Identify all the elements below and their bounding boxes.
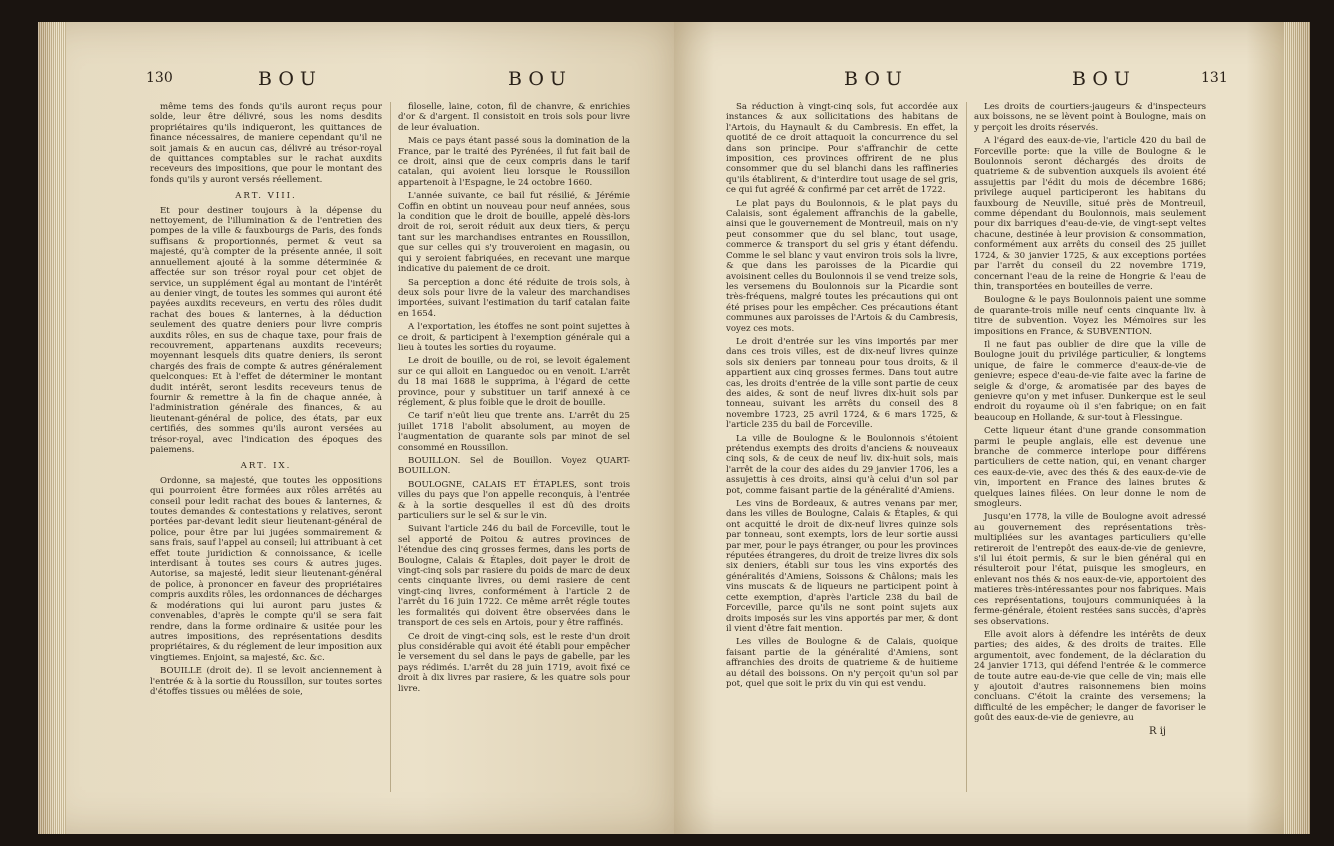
paragraph: Le plat pays du Boulonnois, & le plat pays du Calaisis, sont également affranchis de la gabelle, ainsi que le gouvernement de Montreuil, mais on n'y peut consommer que du sel blanc, tout usage, commerce & transport du sel gris y étant défendu. Comme le sel blanc y vaut environ trois sols la livre, & que dans les paroisses de la Picardie qui avoisinent celles du Boulonnois il se vend treize sols, les versemens du Boulonnois sur la Picardie sont très-fréquens, malgré toutes les précautions qui ont été prises pour les empêcher. Ces précautions étant communes aux paroisses de l'Artois & du Cambresis, voyez ces mots. — [726, 198, 958, 334]
paragraph: Sa réduction à vingt-cinq sols, fut accordée aux instances & aux sollicitations des habitans de l'Artois, du Haynault & du Cambresis. En effet, la quotité de ce droit attaquoit la concurrence du sel dans son principe. Pour s'affranchir de cette imposition, ces provinces offrirent de ne plus consommer que du sel blanchi dans les raffineries qu'ils établirent, & d'interdire tout usage de sel gris, ce qui fut agréé & confirmé par cet arrêt de 1722. — [726, 102, 958, 196]
paragraph: Suivant l'article 246 du bail de Forceville, tout le sel apporté de Poitou & autres provinces de l'étendue des cinq grosses fermes, dans les ports de Boulogne, Calais & Étaples, doit payer le droit de vingt-cinq sols par rasiere du poids de marc de deux cents cinquante livres, ou demi rasiere de cent vingt-cinq livres, conformément à l'article 2 de l'arrêt du 16 juin 1722. Ce même arrêt régle toutes les formalités qui doivent être observées dans le transport de ces sels en Artois, pour y être raffinés. — [398, 524, 630, 629]
right-page — [674, 22, 1310, 834]
paragraph: Boulogne & le pays Boulonnois paient une somme de quarante-trois mille neuf cents cinquante liv. à titre de subvention. Voyez les Mémoires sur les impositions en France, & SUBVENTION. — [974, 295, 1206, 337]
paragraph: A l'exportation, les étoffes ne sont point sujettes à ce droit, & participent à l'exemption générale qui a lieu à toutes les sorties du royaume. — [398, 322, 630, 353]
page-edges-right — [1284, 22, 1310, 834]
paragraph: Ce droit de vingt-cinq sols, est le reste d'un droit plus considérable qui avoit été établi pour empêcher le versement du sel dans le pays de gabelle, par les pays rédimés. L'arrêt du 28 juin 1719, avoit fixé ce droit à dix livres par rasiere, & les quatre sols pour livre. — [398, 631, 630, 694]
right-page-column-2 — [974, 102, 1206, 802]
paragraph: Ordonne, sa majesté, que toutes les oppositions qui pourroient être formées aux rôles arrêtés au conseil pour ledit rachat des boues & lanternes, & toutes demandes & contestations y relatives, seront portées par-devant ledit sieur lieutenant-général de police, pour être par lui jugées sommairement & sans frais, sauf l'appel au conseil; lui attribuant à cet effet toute juridiction & connoissance, & icelle interdisant à toutes ses cours & autres juges. Autorise, sa majesté, ledit sieur lieutenant-général de police, à prononcer en faveur des propriétaires compris auxdits rôles, les ordonnances de décharges & modérations qui lui auront paru justes & convenables, d'après le compte qu'il se sera fait rendre, dans la forme ordinaire & usitée pour les autres impositions, des représentations desdits propriétaires, & du réglement de leur imposition aux vingtiemes. Enjoint, sa majesté, &c. &c. — [150, 475, 382, 663]
right-page-column-1 — [726, 102, 958, 802]
running-head-right-1: BOU — [844, 68, 908, 90]
paragraph: BOULOGNE, CALAIS ET ÉTAPLES, sont trois villes du pays que l'on appelle reconquis, à l'entrée & à la sortie desquelles il est dû des droits particuliers sur le sel & sur le vin. — [398, 479, 630, 522]
left-page — [38, 22, 676, 834]
paragraph: Mais ce pays étant passé sous la domination de la France, par le traité des Pyrénées, il fut fait bail de ce droit, ainsi que de ceux compris dans le tarif catalan, qui avoient lieu lorsque le Roussillon appartenoit à l'Espagne, le 24 octobre 1660. — [398, 136, 630, 188]
article-heading: ART. VIII. — [235, 191, 297, 202]
paragraph: Les villes de Boulogne & de Calais, quoique faisant partie de la généralité d'Amiens, sont affranchies des droits de quatrieme & de huitieme au détail des boissons. On n'y perçoit qu'un sol par pot, quel que soit le prix du vin qui est vendu. — [726, 637, 958, 689]
paragraph: L'année suivante, ce bail fut résilié, & Jérémie Coffin en obtint un nouveau pour neuf années, sous la condition que le droit de bouille, appelé dès-lors droit de roi, seroit réduit aux deux tiers, & perçu tant sur les marchandises entrantes en Roussillon, que sur celles qui s'y trouveroient en magasin, ou qui y seroient fabriquées, en recevant une marque indicative du paiement de ce droit. — [398, 191, 630, 275]
paragraph: Les vins de Bordeaux, & autres venans par mer, dans les villes de Boulogne, Calais & Étaples, & qui ont acquitté le droit de dix-neuf livres quinze sols par tonneau, sont exempts, lors de leur sortie aussi par mer, pour le pays étranger, ou pour les provinces réputées étrangeres, du droit de treize livres dix sols six deniers, établi sur tous les vins exportés des généralités d'Amiens, Soissons & Châlons; mais les vins muscats & de liqueurs ne participent point à cette exemption, d'après l'article 238 du bail de Forceville, parce qu'ils ne sont point sujets aux droits imposés sur les vins apportés par mer, & dont il vient d'être fait mention. — [726, 499, 958, 634]
paragraph: Le droit d'entrée sur les vins importés par mer dans ces trois villes, est de dix-neuf livres quinze sols six deniers par tonneau pour tous droits, & il appartient aux cinq grosses fermes. Dans tout autre cas, les droits d'entrée de la ville sont partie de ceux des aides, & sont de neuf livres dix-huit sols par tonneau, suivant les arrêts du conseil des 8 novembre 1723, 25 avril 1724, & 6 mars 1725, & l'article 235 du bail de Forceville. — [726, 336, 958, 431]
left-page-column-2 — [398, 102, 630, 802]
paragraph: Il ne faut pas oublier de dire que la ville de Boulogne jouit du privilége particulier, & longtems unique, de faire le commerce d'eaux-de-vie de genievre; espece d'eau-de-vie faite avec la farine de seigle & d'orge, & aromatisée par des bayes de genievre qu'on y met infuser. Dunkerque est le seul endroit du royaume où il s'en fabrique; on en fait beaucoup en Hollande, & sur-tout à Flessingue. — [974, 339, 1206, 423]
signature-mark: R ij — [1148, 725, 1166, 737]
paragraph: Cette liqueur étant d'une grande consommation parmi le peuple anglais, elle est devenue une branche de commerce interlope pour différens particuliers de cette nation, qui, en venant charger ces eaux-de-vie, avec des thés & des eaux-de-vie de vin, importent en France des laines brutes & quelques laines filées. On leur donne le nom de smogleurs. — [974, 426, 1206, 510]
paragraph: A l'égard des eaux-de-vie, l'article 420 du bail de Forceville porte: que la ville de Boulogne & le Boulonnois seront déchargés des droits de quatrieme & de subvention auxquels ils avoient été assujettis par l'édit du mois de décembre 1686; privilege auquel participeront les habitans du fauxbourg de Neuville, situé près de Montreuil, comme dépendant du Boulonnois, mais seulement pour dix barriques d'eau-de-vie, de vingt-sept veltes chacune, destinée à leur provision & consommation, conformément aux arrêts du conseil des 25 juillet 1724, & 30 janvier 1725, & aux exceptions portées par l'arrêt du conseil du 22 novembre 1719, concernant l'eau de la reine de Hongrie & l'eau de thin, transportées en bouteilles de verre. — [974, 136, 1206, 292]
page-number-right: 131 — [1201, 70, 1228, 86]
paragraph: filoselle, laine, coton, fil de chanvre, & enrichies d'or & d'argent. Il consistoit en trois sols pour livre de leur évaluation. — [398, 102, 630, 133]
paragraph: même tems des fonds qu'ils auront reçus pour solde, leur être délivré, sous les noms desdits propriétaires qu'ils indiqueront, les quittances de finance nécessaires, de maniere cependant qu'il ne soit jamais & en aucun cas, délivré au trésor-royal de quittances comptables sur le rachat auxdits receveurs des impositions, que pour le montant des fonds qu'ils y auront versés réellement. — [150, 102, 382, 185]
page-number-left: 130 — [146, 70, 173, 86]
paragraph: Et pour destiner toujours à la dépense du nettoyement, de l'illumination & de l'entretien des pompes de la ville & fauxbourgs de Paris, des fonds suffisans & proportionnés, permet & veut sa majesté, qu'à compter de la présente année, il soit annuellement ajouté à la somme déterminée & affectée sur son trésor royal pour cet objet de service, un supplément égal au montant de l'intérêt au denier vingt, de toutes les sommes qui auront été payées auxdits receveurs, en vertu des rôles dudit rachat des boues & lanternes, à la déduction seulement des quatre deniers pour livre compris auxdits rôles, en sus de chaque taxe, pour frais de recouvrement, appartenans auxdits receveurs; moyennant lesquels dits quatre deniers, ils seront chargés des frais de compte & autres généralement quelconques: Et à l'effet de déterminer le montant dudit intérêt, seront lesdits receveurs tenus de fournir & remettre à la fin de chaque année, à l'administration générale des finances, & au lieutenant-général de police, des états, par eux certifiés, des sommes qu'ils auront versées au trésor-royal, avec l'indication des époques des paiemens. — [150, 205, 382, 455]
paragraph: Sa perception a donc été réduite de trois sols, à deux sols pour livre de la valeur des marchandises importées, suivant l'estimation du tarif catalan faite en 1654. — [398, 277, 630, 319]
column-rule-left — [390, 102, 391, 792]
article-heading: ART. IX. — [240, 461, 292, 472]
page-edges-left — [38, 22, 66, 834]
book-spread — [38, 22, 1310, 834]
paragraph: Les droits de courtiers-jaugeurs & d'inspecteurs aux boissons, ne se lèvent point à Boulogne, mais on y perçoit les droits réservés. — [974, 102, 1206, 133]
paragraph: Ce tarif n'eût lieu que trente ans. L'arrêt du 25 juillet 1718 l'abolit absolument, au moyen de l'augmentation de quarante sols par minot de sel consommé en Roussillon. — [398, 411, 630, 453]
paragraph: Jusqu'en 1778, la ville de Boulogne avoit adressé au gouvernement des représentations très-multipliées sur les avantages particuliers qu'elle retireroit de l'entrepôt des eaux-de-vie de genievre, s'il lui étoit permis, & sur le bien général qui en résulteroit pour l'état, puisque les smogleurs, en enlevant nos thés & nos eaux-de-vie, apportoient des matieres très-intéressantes pour nos fabriques. Mais ces représentations, toujours communiquées à la ferme-générale, étoient restées sans succès, d'après ses observations. — [974, 512, 1206, 627]
paragraph: BOUILLE (droit de). Il se levoit anciennement à l'entrée & à la sortie du Roussillon, sur toutes sortes d'étoffes tissues ou mêlées de soie, — [150, 666, 382, 697]
column-rule-right — [966, 102, 967, 792]
running-head-right-2: BOU — [1072, 68, 1136, 90]
paragraph: Elle avoit alors à défendre les intérêts de deux parties; des aides, & des droits de traites. Elle argumentoit, avec fondement, de la déclaration du 24 janvier 1713, qui défend l'entrée & le commerce de toute autre eau-de-vie que celle de vin; mais elle y ajoutoit d'autres raisonnemens bien moins concluans. C'étoit la crainte des versemens; la difficulté de les empêcher; le danger de favoriser le goût des eaux-de-vie de genievre, au — [974, 629, 1206, 724]
running-head-left-1: BOU — [258, 68, 322, 90]
paragraph: BOUILLON. Sel de Bouillon. Voyez QUART-BOUILLON. — [398, 456, 630, 477]
left-page-column-1 — [150, 102, 382, 802]
running-head-left-2: BOU — [508, 68, 572, 90]
paragraph: La ville de Boulogne & le Boulonnois s'étoient prétendus exempts des droits d'anciens & nouveaux cinq sols, & de ceux de neuf liv. dix-huit sols, mais l'arrêt de la cour des aides du 29 janvier 1706, les a assujettis à ces droits, ainsi qu'à celui d'un sol par pot, comme faisant partie de la généralité d'Amiens. — [726, 433, 958, 496]
paragraph: Le droit de bouille, ou de roi, se levoit également sur ce qui alloit en Languedoc ou en venoit. L'arrêt du 18 mai 1688 le supprima, à l'égard de cette province, pour y substituer un tarif annexé à ce réglement, & plus foible que le droit de bouille. — [398, 356, 630, 408]
